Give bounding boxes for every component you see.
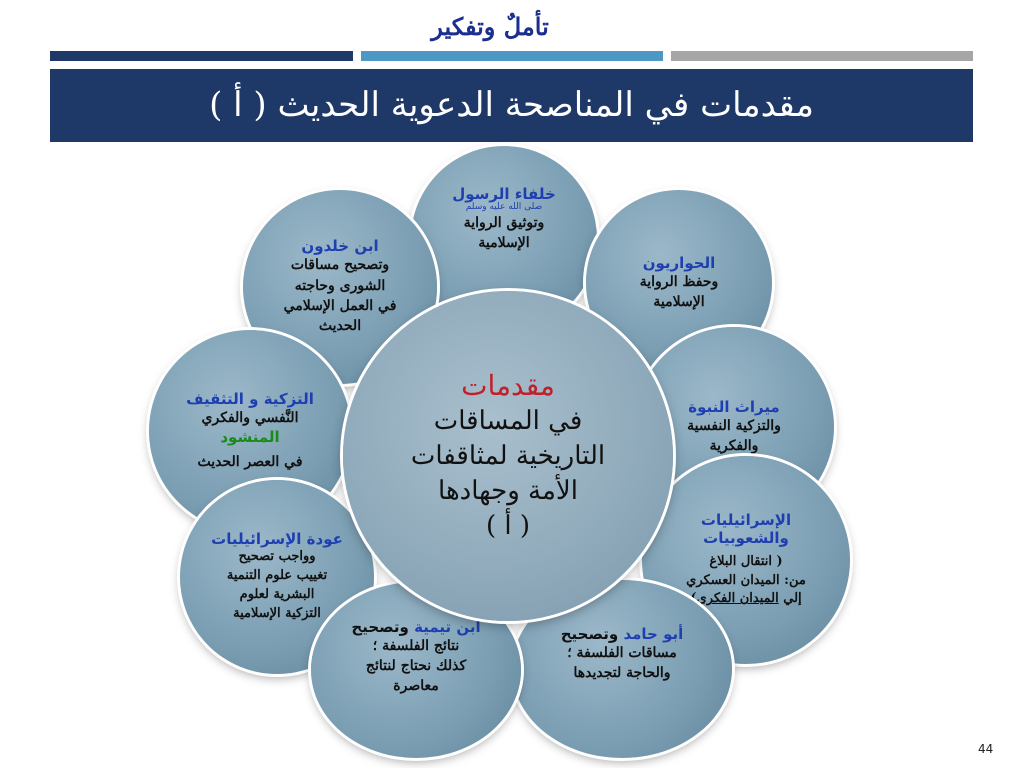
center-line-2: التاريخية لمثاقفات <box>410 441 606 472</box>
header-title: مقدمات في المناصحة الدعوية الحديث ( أ ) <box>209 85 814 125</box>
circle-ibntaymiyya-line-3: معاصرة <box>393 678 439 695</box>
center-heading: مقدمات <box>461 368 555 402</box>
circle-israiliyat-to-prefix: إلي <box>778 591 802 607</box>
circle-mirath-line-1: والتزكية النفسية <box>687 417 781 434</box>
header-banner <box>50 69 973 142</box>
circle-khulafa-line-1: وتوثيق الرواية <box>463 214 545 231</box>
circle-ibnkhaldun-line-2: الشورى وحاجته <box>294 277 386 294</box>
circle-abuhamid-line-1: مساقات الفلسفة ؛ <box>567 644 677 661</box>
divider-bar-blue <box>361 51 663 61</box>
circle-ibntaymiyya-title-suffix: وتصحيح <box>351 617 415 636</box>
divider-bar-gray <box>671 51 973 61</box>
circle-awda-line-2: تغييب علوم التنمية <box>226 568 328 584</box>
circle-tazkiya-line-2: في العصر الحديث <box>197 454 303 470</box>
circle-ibnkhaldun-title: ابن خلدون <box>301 237 379 256</box>
circle-ibntaymiyya-title-row <box>351 618 480 636</box>
circle-israiliyat-line-1: ( انتقال البلاغ <box>709 553 783 569</box>
circle-tazkiya-title: التزكية و التثقيف <box>186 389 314 408</box>
circle-khulafa-line-2: الإسلامية <box>478 234 530 251</box>
center-line-3: الأمة وجهادها <box>438 476 578 507</box>
circle-abuhamid-title: أبو حامد <box>623 624 684 643</box>
circle-israiliyat-title: الإسرائيليات والشعوبيات <box>700 510 792 547</box>
circle-ibnkhaldun-line-3: في العمل الإسلامي <box>283 298 397 314</box>
circle-israiliyat-line-2: من: الميدان العسكري <box>686 572 806 588</box>
circle-israiliyat-close: ) <box>690 591 697 607</box>
slide-top-title: تأملٌ وتفكير <box>431 12 549 41</box>
circle-abuhamid-title-suffix: وتصحيح <box>560 624 624 643</box>
circle-hawariyun-line-2: الإسلامية <box>653 294 705 310</box>
circle-mirath-line-2: والفكرية <box>709 438 759 454</box>
circle-khulafa-sub: صلى الله عليه وسلم <box>465 201 543 212</box>
divider-bar-navy <box>50 51 353 61</box>
center-line-4: ( أ ) <box>485 511 531 542</box>
center-line-1: في المساقات <box>433 406 583 436</box>
circle-awda-line-3: البشرية لعلوم <box>239 587 315 602</box>
circle-abuhamid-title-row <box>561 625 684 643</box>
circle-ibnkhaldun-line-1: وتصحيح مساقات <box>290 257 390 274</box>
circle-tazkiya-green: المنشود <box>220 428 280 446</box>
circle-hawariyun-title: الحواريون <box>642 253 716 272</box>
circle-awda-title: عودة الإسرائيليات <box>211 530 343 549</box>
circle-ibnkhaldun-line-4: الحديث <box>318 318 362 335</box>
circle-awda-line-1: وواجب تصحيح <box>238 549 316 565</box>
circle-ibntaymiyya-line-2: كذلك نحتاج لنتائج <box>365 657 467 674</box>
circle-awda-line-4: التزكية الإسلامية <box>233 605 321 621</box>
circle-israiliyat-to-underlined: الميدان الفكري <box>696 591 779 607</box>
circle-khulafa-title: خلفاء الرسول <box>452 184 556 203</box>
circle-tazkiya-line-1: النَّفسي والفكري <box>201 409 299 426</box>
circle-hawariyun-line-1: وحفظ الرواية <box>639 273 719 290</box>
circle-israiliyat-line-3 <box>690 590 801 609</box>
circle-ibntaymiyya-line-1: نتائج الفلسفة ؛ <box>372 637 460 654</box>
center-circle <box>343 291 673 621</box>
circle-abuhamid-line-2: والحاجة لتجديدها <box>573 665 671 681</box>
circle-mirath-title: ميراث النبوة <box>688 397 780 416</box>
page-number: 44 <box>978 742 994 756</box>
circle-ibntaymiyya-title: ابن تيمية <box>414 617 481 636</box>
